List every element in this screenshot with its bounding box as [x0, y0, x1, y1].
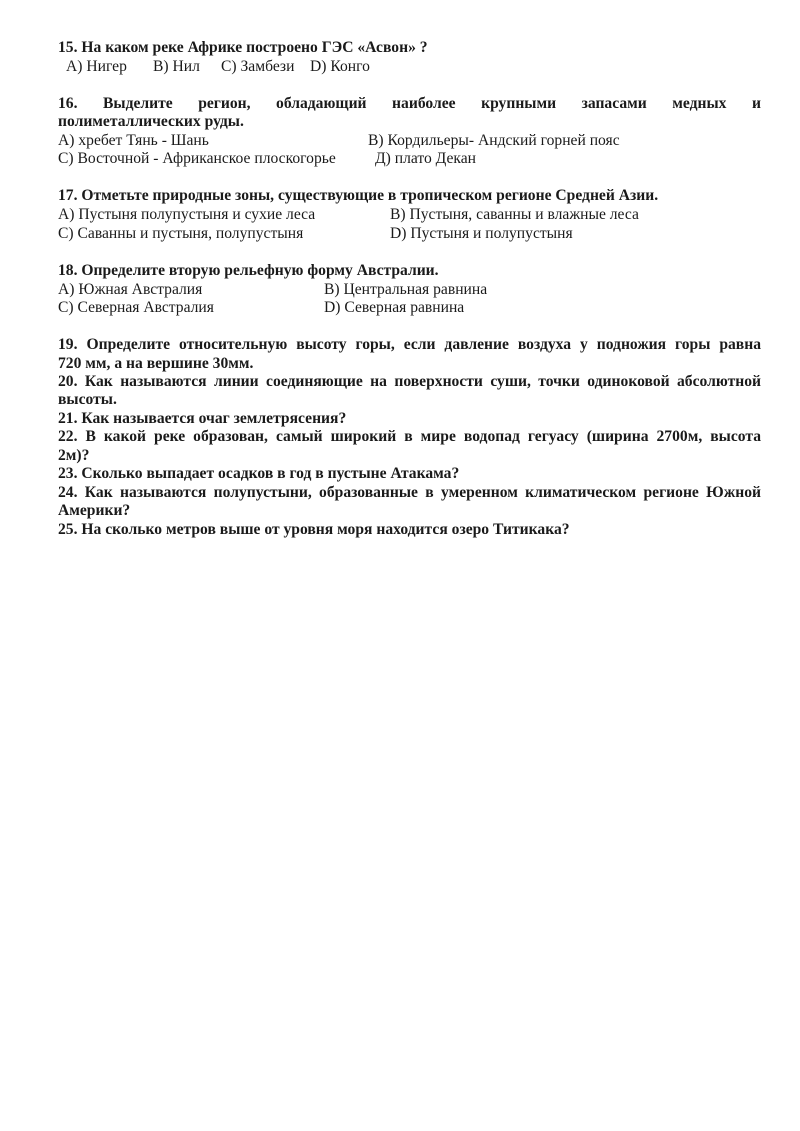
question-18-option-d: D) Северная равнина: [324, 299, 465, 316]
question-18-option-a: A) Южная Австралия: [58, 281, 203, 298]
question-15-option-b: B) Нил: [153, 58, 200, 75]
question-17-option-b: B) Пустыня, саванны и влажные леса: [390, 206, 639, 223]
question-15-option-d: D) Конго: [310, 58, 370, 75]
question-19-line2: 720 мм, а на вершине 30мм.: [58, 355, 254, 372]
q16-word: 16.: [58, 95, 78, 112]
question-16-text-line2: полиметаллических руды.: [58, 113, 244, 130]
question-20-line2: высоты.: [58, 391, 117, 408]
q16-word: Выделите: [103, 95, 173, 112]
question-20-line1: 20. Как называются линии соединяющие на поверхности суши, точки одиноковой абсолютной: [58, 373, 761, 390]
question-15-option-a: A) Нигер: [66, 58, 127, 75]
question-22-line1: 22. В какой реке образован, самый широкий в мире водопад гегуасу (ширина 2700м, высота: [58, 428, 761, 445]
question-24-line1: 24. Как называются полупустыни, образованные в умеренном климатическом регионе Южной: [58, 484, 761, 501]
question-24-line2: Америки?: [58, 502, 131, 519]
question-16-option-b: В) Кордильеры- Андский горней пояс: [368, 132, 620, 149]
question-17-option-a: A) Пустыня полупустыня и сухие леса: [58, 206, 316, 223]
question-18-option-c: C) Северная Австралия: [58, 299, 214, 316]
question-21-line1: 21. Как называется очаг землетрясения?: [58, 410, 347, 427]
q16-word: и: [751, 95, 761, 112]
q16-word: наиболее: [392, 95, 456, 112]
q16-word: крупными: [481, 95, 557, 112]
question-25-line1: 25. На сколько метров выше от уровня моря находится озеро Титикака?: [58, 521, 570, 538]
question-16-option-a: А) хребет Тянь - Шань: [58, 132, 209, 149]
q16-word: запасами: [581, 95, 647, 112]
q16-word: медных: [672, 95, 727, 112]
question-16-option-d: Д) плато Декан: [375, 150, 477, 167]
question-17-option-d: D) Пустыня и полупустыня: [390, 225, 573, 242]
q16-word: регион,: [198, 95, 251, 112]
question-16-option-c: С) Восточной - Африканское плоскогорье: [58, 150, 336, 167]
question-17-option-c: C) Саванны и пустыня, полупустыня: [58, 225, 304, 242]
question-16-text-line1: [58, 95, 761, 113]
q16-word: обладающий: [276, 95, 367, 112]
question-15-option-c: C) Замбези: [221, 58, 295, 75]
question-15-text: 15. На каком реке Африке построено ГЭС «Асвон» ?: [58, 39, 428, 56]
question-18-option-b: B) Центральная равнина: [324, 281, 488, 298]
question-19-line1: 19. Определите относительную высоту горы, если давление воздуха у подножия горы равна: [58, 336, 761, 353]
question-22-line2: 2м)?: [58, 447, 90, 464]
question-23-line1: 23. Сколько выпадает осадков в год в пустыне Атакама?: [58, 465, 460, 482]
question-18-text: 18. Определите вторую рельефную форму Австралии.: [58, 262, 439, 279]
question-17-text: 17. Отметьте природные зоны, существующие в тропическом регионе Средней Азии.: [58, 187, 659, 204]
